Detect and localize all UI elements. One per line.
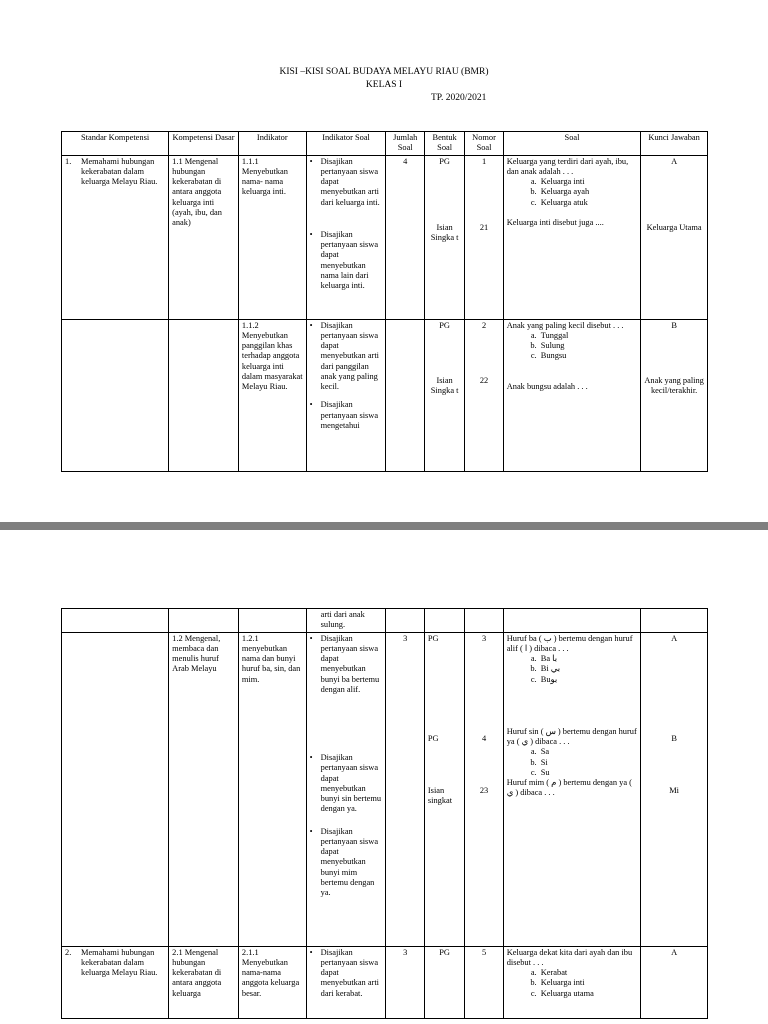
school-year: TP. 2020/2021 (431, 93, 487, 103)
indikator-soal-cell (306, 632, 386, 946)
kompetensi-dasar-cell: 1.2 Mengenal, membaca dan menulis huruf Arab Melayu (169, 632, 239, 946)
answer-options: a. Kerabat b. Keluarga inti c. Keluarga utama (507, 968, 637, 999)
table-row (62, 632, 708, 946)
indikator-soal-cell (306, 319, 386, 471)
kunci-jawaban-cell (641, 609, 708, 633)
kunci-jawaban-cell: A (641, 946, 708, 1018)
table-header-row (62, 132, 708, 156)
nomor-soal-cell: 2 22 (465, 319, 503, 471)
table-row (62, 155, 708, 319)
kisi-table-page-1 (61, 131, 708, 472)
col-header: Kunci Jawaban (641, 132, 708, 156)
kompetensi-dasar-cell: 1.1 Mengenal hubungan kekerabatan di antara anggota keluarga inti (ayah, ibu, dan anak) (169, 155, 239, 319)
col-header: Soal (503, 132, 640, 156)
standar-kompetensi-cell: 1. Memahami hubungan kekerabatan dalam keluarga Melayu Riau. (62, 155, 169, 319)
bentuk-soal-cell: PG Isian Singka t (424, 319, 464, 471)
col-header: Indikator (238, 132, 306, 156)
kunci-jawaban-cell: A B Mi (641, 632, 708, 946)
bullet-item: • Disajikan pertanyaan siswa dapat menyebutkan bunyi mim bertemu dengan ya. (309, 826, 379, 897)
jumlah-soal-cell: 3 (386, 632, 424, 946)
bullet-item: • Disajikan pertanyaan siswa mengetahui (309, 400, 379, 430)
bullet-item: • Disajikan pertanyaan siswa dapat menyebutkan bunyi ba bertemu dengan alif. (309, 633, 380, 694)
document-title: KISI –KISI SOAL BUDAYA MELAYU RIAU (BMR) (279, 67, 489, 77)
soal-cell: Huruf ba ( ب ) bertemu dengan huruf alif ( ا ) dibaca . . . a. Ba با b. Bi بي c. Buبو Huruf sin ( س ) bertemu dengan huruf ya ( ي ) dibaca . . . a. Sa b. Si c. Su Huruf mim ( م ) bertemu dengan ya ( ي ) dibaca . . . (503, 632, 640, 946)
kisi-table-page-2 (61, 608, 708, 1019)
bullet-item: • Disajikan pertanyaan siswa dapat menyebutkan arti dari kerabat. (309, 947, 379, 998)
answer-options: a. Sa b. Si c. Su (507, 747, 637, 778)
standar-kompetensi-cell (62, 319, 169, 471)
nomor-soal-cell: 1 21 (465, 155, 503, 319)
col-header: Nomor Soal (465, 132, 503, 156)
document-page-2 (0, 530, 768, 1024)
jumlah-soal-cell (386, 319, 424, 471)
table-row (62, 609, 708, 633)
indikator-cell: 1.2.1 menyebutkan nama dan bunyi huruf ba, sin, dan mim. (238, 632, 306, 946)
kompetensi-dasar-cell (169, 609, 239, 633)
nomor-soal-cell (465, 609, 503, 633)
col-header: Kompetensi Dasar (169, 132, 239, 156)
bullet-item: • Disajikan pertanyaan siswa dapat menyebutkan bunyi sin bertemu dengan ya. (309, 753, 382, 814)
table-row (62, 319, 708, 471)
indikator-cell: 2.1.1 Menyebutkan nama-nama anggota keluarga besar. (238, 946, 306, 1018)
col-header: Indikator Soal (306, 132, 386, 156)
answer-options: a. Keluarga inti b. Keluarga ayah c. Keluarga atuk (507, 177, 637, 208)
soal-cell (503, 609, 640, 633)
indikator-cell (238, 609, 306, 633)
standar-kompetensi-cell: 2. Memahami hubungan kekerabatan dalam keluarga Melayu Riau. (62, 946, 169, 1018)
soal-cell: Keluarga dekat kita dari ayah dan ibu disebut . . . a. Kerabat b. Keluarga inti c. Keluarga utama (503, 946, 640, 1018)
col-header: Jumlah Soal (386, 132, 424, 156)
bullet-item: • Disajikan pertanyaan siswa dapat menyebutkan arti dari keluarga inti. (309, 156, 380, 207)
kunci-jawaban-cell: B Anak yang paling kecil/terakhir. (641, 319, 708, 471)
bullet-item: • Disajikan pertanyaan siswa dapat menyebutkan arti dari panggilan anak yang paling kecil. (309, 320, 379, 391)
kompetensi-dasar-cell: 2.1 Mengenal hubungan kekerabatan di antara anggota keluarga (169, 946, 239, 1018)
nomor-soal-cell: 5 (465, 946, 503, 1018)
bentuk-soal-cell: PG Isian Singka t (424, 155, 464, 319)
col-header: Bentuk Soal (424, 132, 464, 156)
soal-cell: Anak yang paling kecil disebut . . . a. Tunggal b. Sulung c. Bungsu Anak bungsu adalah . . . (503, 319, 640, 471)
jumlah-soal-cell: 4 (386, 155, 424, 319)
standar-kompetensi-cell (62, 632, 169, 946)
indikator-cell: 1.1.1 Menyebutkan nama- nama keluarga inti. (238, 155, 306, 319)
standar-kompetensi-cell (62, 609, 169, 633)
answer-options: a. Ba با b. Bi بي c. Buبو (507, 654, 637, 685)
indikator-soal-cell (306, 155, 386, 319)
indikator-soal-cell: arti dari anak sulung. (306, 609, 386, 633)
nomor-soal-cell: 3 4 23 (465, 632, 503, 946)
jumlah-soal-cell: 3 (386, 946, 424, 1018)
col-header: Standar Kompetensi (62, 132, 169, 156)
table-row (62, 946, 708, 1018)
indikator-soal-cell (306, 946, 386, 1018)
soal-cell: Keluarga yang terdiri dari ayah, ibu, dan anak adalah . . . a. Keluarga inti b. Keluarga ayah c. Keluarga atuk Keluarga inti disebut juga .... (503, 155, 640, 319)
bentuk-soal-cell (424, 609, 464, 633)
bullet-item: • Disajikan pertanyaan siswa dapat menyebutkan nama lain dari keluarga inti. (309, 229, 379, 290)
indikator-cell: 1.1.2 Menyebutkan panggilan khas terhadap anggota keluarga inti dalam masyarakat Melayu Riau. (238, 319, 306, 471)
class-label: KELAS I (365, 80, 403, 90)
answer-options: a. Tunggal b. Sulung c. Bungsu (507, 331, 637, 362)
bentuk-soal-cell: PG PG Isian singkat (424, 632, 464, 946)
kompetensi-dasar-cell (169, 319, 239, 471)
kunci-jawaban-cell: A Keluarga Utama (641, 155, 708, 319)
jumlah-soal-cell (386, 609, 424, 633)
bentuk-soal-cell: PG (424, 946, 464, 1018)
